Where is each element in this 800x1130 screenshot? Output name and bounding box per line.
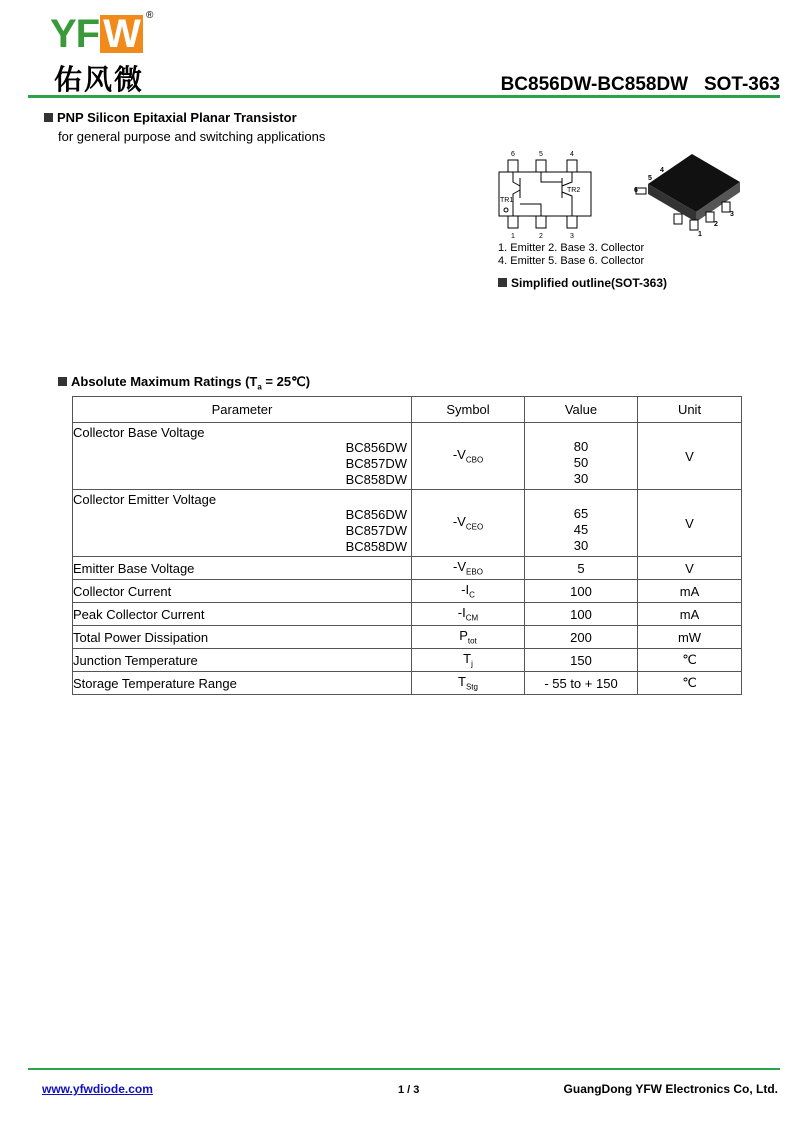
pkg-pin-2: 2	[714, 221, 718, 228]
table-row: Junction Temperature $T_j$ 150 ℃	[73, 649, 742, 672]
header-parameter: Parameter	[73, 397, 412, 423]
table-row: Storage Temperature Range $T_{Stg}$ - 55 to + 150 ℃	[73, 672, 742, 695]
website-link[interactable]: www.yfwdiode.com	[42, 1082, 153, 1096]
header-value: Value	[525, 397, 638, 423]
tr1-label: TR1	[500, 197, 514, 204]
pkg-pin-3: 3	[730, 211, 734, 218]
product-heading: PNP Silicon Epitaxial Planar Transistor	[44, 110, 297, 125]
pin-label-3: 3	[570, 233, 574, 240]
pin-description: 1. Emitter 2. Base 3. Collector 4. Emitter 5. Base 6. Collector	[498, 242, 645, 267]
product-subheading: for general purpose and switching applications	[58, 129, 326, 144]
table-row: Collector Base Voltage BC856DW BC857DW BC858DW $-V_{CBO}$ 80 50 30 V	[73, 423, 742, 490]
company-logo: YF W	[50, 12, 143, 56]
ratings-caption: Absolute Maximum Ratings ($T_a$ = 25℃)	[58, 374, 310, 392]
page-number: 1 / 3	[398, 1084, 420, 1096]
table-row: Emitter Base Voltage $-V_{EBO}$ 5 V	[73, 557, 742, 580]
outline-caption: Simplified outline(SOT-363)	[498, 276, 667, 290]
table-header-row	[73, 397, 742, 423]
footer-rule	[28, 1068, 780, 1070]
pin-label-1: 1	[511, 233, 515, 240]
table-row: Collector Current $-I_C$ 100 mA	[73, 580, 742, 603]
logo-chinese-name: 佑风微	[54, 64, 145, 95]
registered-mark: ®	[146, 10, 154, 21]
bullet-square-icon	[44, 113, 53, 122]
header-symbol: Symbol	[412, 397, 525, 423]
pin-label-2: 2	[539, 233, 543, 240]
bullet-square-icon	[498, 278, 507, 287]
pkg-pin-4: 4	[660, 167, 664, 174]
document-title: BC856DW-BC858DW SOT-363	[500, 74, 780, 95]
pkg-pin-6: 6	[634, 187, 638, 194]
pin-label-6: 6	[511, 151, 515, 158]
tr2-label: TR2	[567, 187, 581, 194]
table-row: Collector Emitter Voltage BC856DW BC857DW BC858DW $-V_{CEO}$ 65 45 30 V	[73, 490, 742, 557]
table-row: Peak Collector Current $-I_{CM}$ 100 mA	[73, 603, 742, 626]
pkg-pin-1: 1	[698, 231, 702, 238]
header-rule	[28, 95, 780, 98]
pkg-pin-5: 5	[648, 175, 652, 182]
company-name: GuangDong YFW Electronics Co, Ltd.	[563, 1082, 778, 1096]
header-unit: Unit	[638, 397, 742, 423]
package-outline-drawing	[628, 150, 748, 238]
ratings-table	[72, 396, 742, 695]
bullet-square-icon	[58, 377, 67, 386]
circuit-diagram	[490, 148, 600, 240]
table-row: Total Power Dissipation $P_{tot}$ 200 mW	[73, 626, 742, 649]
pin-label-5: 5	[539, 151, 543, 158]
pin-label-4: 4	[570, 151, 574, 158]
